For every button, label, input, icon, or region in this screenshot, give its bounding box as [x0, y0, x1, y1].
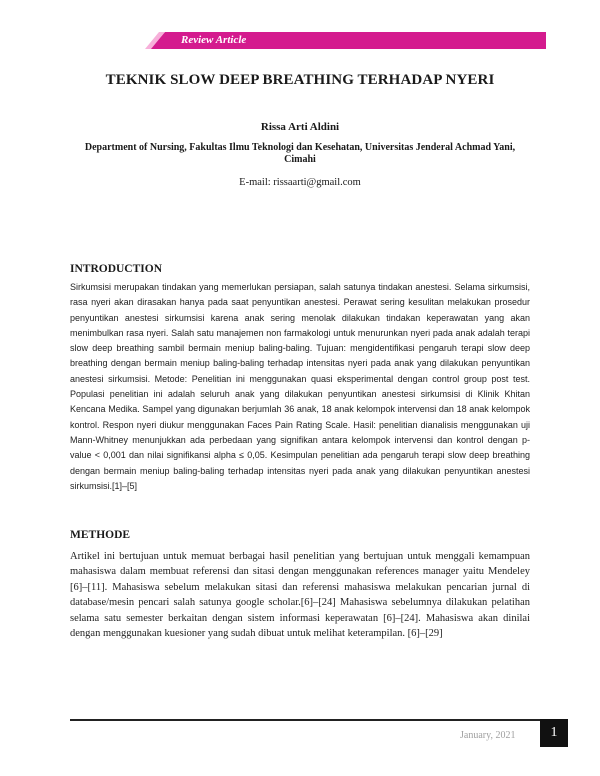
footer-divider: [70, 719, 540, 721]
author-name: Rissa Arti Aldini: [260, 121, 340, 133]
introduction-body: Sirkumsisi merupakan tindakan yang memerlukan persiapan, salah satunya tindakan anestesi. Selama sirkumsisi, rasa nyeri akan dirasakan hanya pada saat penyuntikan anestesi. Perawat sering kesulitan melakukan prosedur penyuntikan anestesi sirkumsisi karena anak sering menolak dilakukan tindakan keperawatan yang akan menimbulkan rasa nyeri. Salah satu manajemen non farmakologi untuk menurunkan nyeri pada anak adalah terapi slow deep breathing sambil bermain meniup baling-baling. Tujuan: mengidentifikasi pengaruh terapi slow deep breathing dengan bermain meniup baling-baling terhadap intensitas nyeri pada anak yang dilakukan penyuntikan anestesi sirkumsisi. Metode: Penelitian ini menggunakan quasi eksperimental dengan control group post test. Populasi penelitian ini adalah seluruh anak yang dilakukan penyuntikan anestesi sirkumsisi di Klinik Khitan Kencana Medika. Sampel yang digunakan berjumlah 36 anak, 18 anak kelompok intervensi dan 18 anak kelompok kontrol. Respon nyeri diukur menggunakan Faces Pain Rating Scale. Hasil: penelitian dianalisis menggunakan uji Mann-Whitney menunjukkan ada perbedaan yang signifikan antara kelompok intervensi dan kontrol dengan p-value < 0,001 dan nilai signifikansi alpha ≤ 0,05. Kesimpulan penelitian ada pengaruh terapi slow deep breathing dengan bermain meniup baling-baling terhadap intensitas nyeri pada anak yang dilakukan penyuntikan anestesi sirkumsisi.[1]–[5]: [70, 282, 530, 491]
page-number: 1: [540, 719, 568, 747]
method-body: Artikel ini bertujuan untuk memuat berbagai hasil penelitian yang bertujuan untuk menggali kemampuan mahasiswa dalam membuat referensi dan sitasi dengan menggunakan references manager yaitu Mendeley [6]–[11]. Mahasiswa sebelum melakukan sitasi dan referensi mahasiswa melakukan pencarian jurnal di database/mesin pencari salah satunya google scholar.[6]–[24] Mahasiswa sebelumnya dilakukan pelatihan selama satu semester berkaitan dengan sistem informasi keperawatan [6]–[24]. Mahasiswa akan dinilai dengan menggunakan kuesioner yang sudah dibuat untuk melihat keterampilan. [6]–[29]: [70, 551, 530, 640]
article-title: TEKNIK SLOW DEEP BREATHING TERHADAP NYERI: [105, 72, 495, 88]
author-email: E-mail: rissaarti@gmail.com: [239, 177, 361, 188]
banner-white-notch: [37, 32, 165, 49]
introduction-heading: INTRODUCTION: [70, 263, 163, 275]
author-affiliation: Department of Nursing, Fakultas Ilmu Teknologi dan Kesehatan, Universitas Jenderal Achmad Yani, Cimahi: [84, 142, 516, 165]
article-type-label: Review Article: [181, 34, 247, 46]
footer-date: January, 2021: [460, 730, 516, 741]
method-heading: METHODE: [70, 529, 131, 541]
